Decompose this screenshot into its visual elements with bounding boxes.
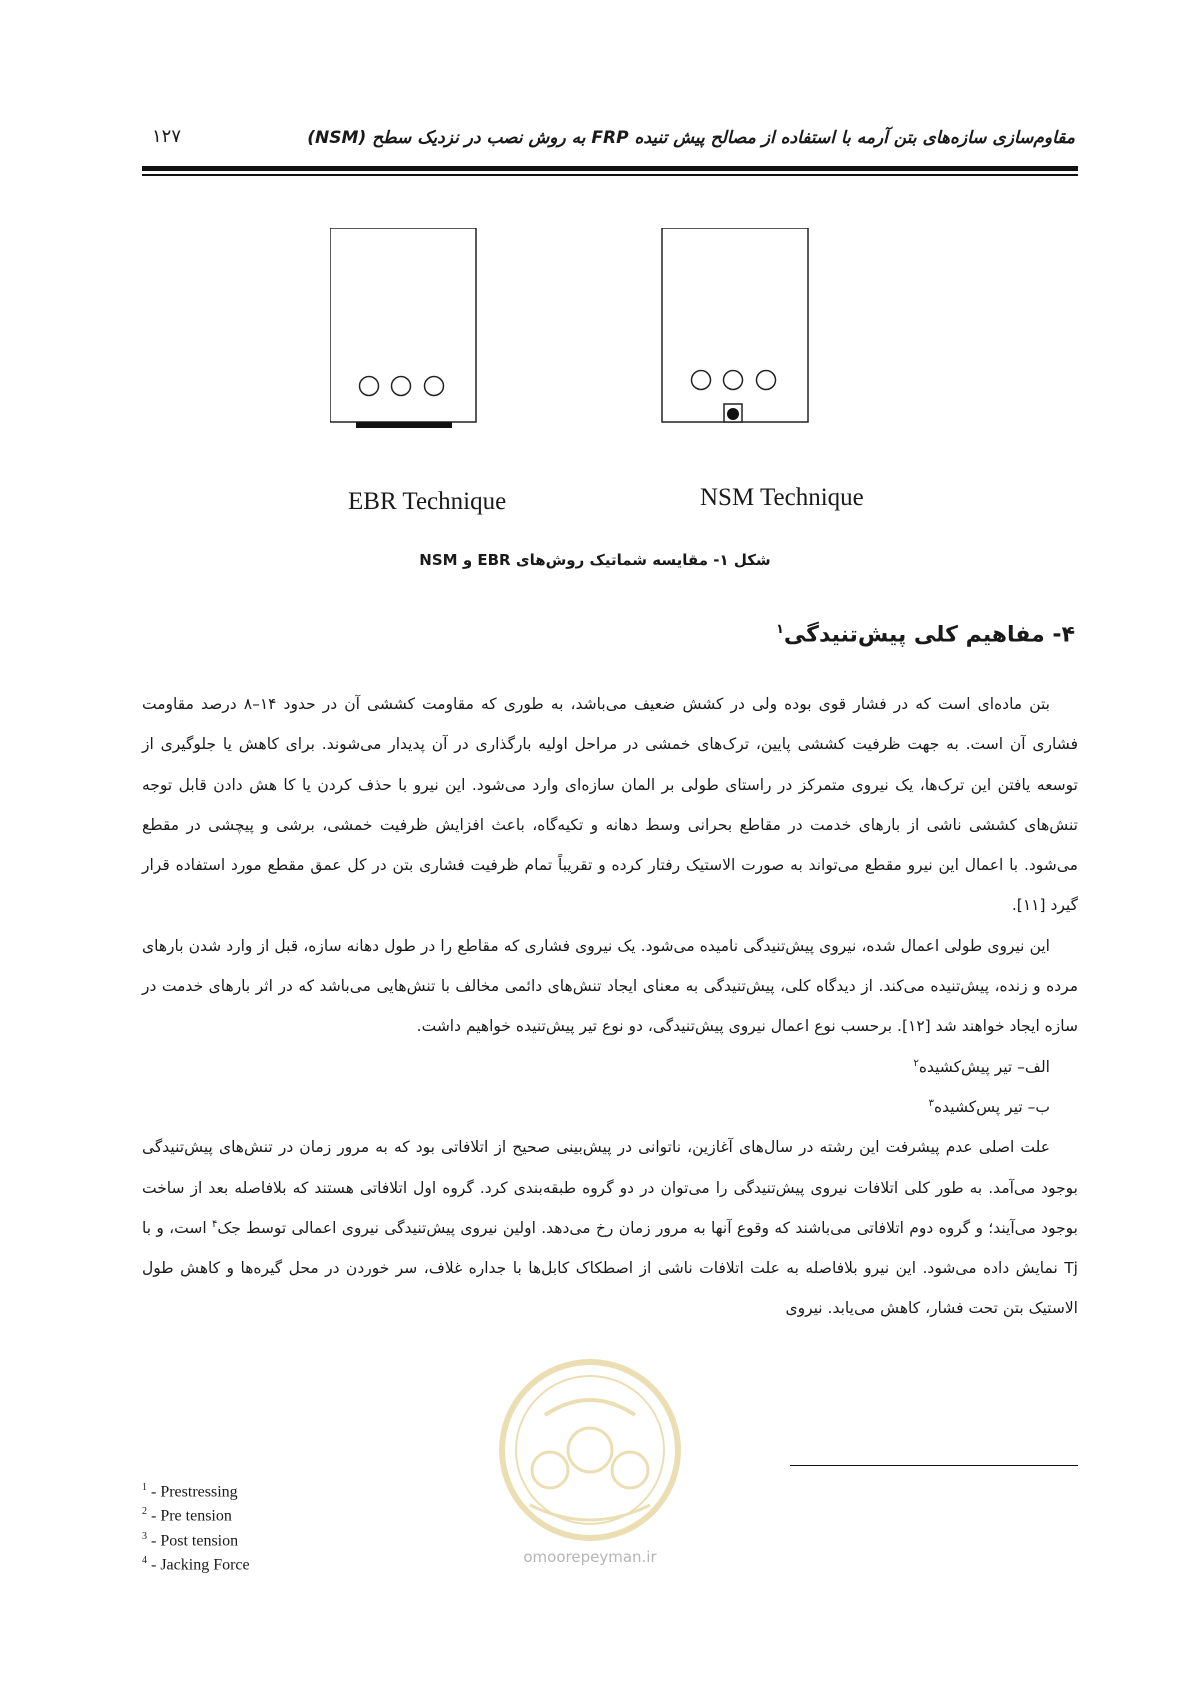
ebr-rebar-2 xyxy=(392,377,411,396)
paragraph-3 xyxy=(142,1127,1078,1328)
section-heading-text: ۴- مفاهیم کلی پیش‌تنیدگی xyxy=(783,622,1075,648)
section-heading xyxy=(776,622,1075,647)
paragraph-3-ref: ۴ xyxy=(212,1218,218,1230)
ebr-rebar-3 xyxy=(425,377,444,396)
footnote-2: $^2$ - Pre tension xyxy=(142,1506,232,1525)
ebr-label: EBR Technique xyxy=(348,488,507,515)
header-rule-thin xyxy=(142,174,1078,176)
ebr-frp-strip xyxy=(356,422,452,428)
nsm-frp-bar xyxy=(727,408,739,420)
page-number: ۱۲۷ xyxy=(152,126,182,147)
list-item-a-ref: ۲ xyxy=(913,1057,919,1069)
list-item-a xyxy=(142,1047,1078,1087)
watermark-url: omoorepeyman.ir xyxy=(523,1548,657,1566)
paragraph-3-part-1: علت اصلی عدم پیشرفت این رشته در سال‌های آغازین، ناتوانی در پیش‌بینی صحیح از اتلافاتی بود که به مرور زمان در تنش‌های پیش‌تنیدگی بوجود می‌آمد. به طور کلی اتلافات نیروی پیش‌تنیدگی را می‌توان در دو گروه طبقه‌بندی کرد. گروه اول اتلافاتی هستند که بلافاصله بعد از ساخت بوجود می‌آیند؛ و گروه دوم اتلافاتی می‌باشند که وقوع آنها به مرور زمان رخ می‌دهد. اولین نیروی پیش‌تنیدگی نیروی اعمالی توسط جک xyxy=(142,1138,1078,1237)
footnotes xyxy=(142,1478,250,1575)
footnote-3: $^3$ - Post tension xyxy=(142,1530,239,1549)
footnote-separator xyxy=(790,1465,1078,1466)
footnote-4: $^4$ - Jacking Force xyxy=(142,1554,250,1574)
ebr-nsm-schematic-figure xyxy=(330,228,890,518)
list-item-a-text: الف– تیر پیش‌کشیده xyxy=(918,1057,1050,1076)
list-item-b-ref: ۳ xyxy=(928,1097,935,1109)
nsm-rebar-3 xyxy=(757,371,776,390)
footnote-1: $^1$ - Prestressing xyxy=(142,1482,238,1501)
list-item-b-text: ب– تیر پس‌کشیده xyxy=(934,1097,1050,1116)
paragraph-3-part-2: است، و با Tj نمایش داده می‌شود. این نیرو بلافاصله به علت اتلافات ناشی از اصطکاک کابل‌ها با جداره غلاف، سر خوردن در محل گیره‌ها و کاهش طول الاستیک بتن تحت فشار، کاهش می‌یابد. نیروی xyxy=(142,1218,1078,1318)
paragraph-2: این نیروی طولی اعمال شده، نیروی پیش‌تنیدگی نامیده می‌شود. یک نیروی فشاری که مقاطع را در طول دهانه سازه، قبل از وارد شدن بارهای مرده و زنده، پیش‌تنیده می‌کند. از دیدگاه کلی، پیش‌تنیدگی به معنای ایجاد تنش‌های دائمی مخالف با تنش‌هایی می‌باشد که در اثر بارهای خدمت در سازه ایجاد خواهند شد [۱۲]. برحسب نوع اعمال نیروی پیش‌تنیدگی، دو نوع تیر پیش‌تنیده خواهیم داشت. xyxy=(142,936,1078,1036)
heading-footnote-ref: ۱ xyxy=(775,622,784,637)
running-header-title: مقاوم‌سازی سازه‌های بتن آرمه با استفاده از مصالح پیش تنیده FRP به روش نصب در نزدیک سطح (NSM) xyxy=(307,128,1075,148)
watermark-seal xyxy=(490,1355,690,1545)
header-rule-thick xyxy=(142,166,1078,171)
nsm-label: NSM Technique xyxy=(700,484,864,511)
nsm-beam-section xyxy=(662,228,808,422)
ebr-beam-section xyxy=(330,228,476,428)
figure-caption: شکل ۱- مقایسه شماتیک روش‌های EBR و NSM xyxy=(419,551,771,569)
ebr-rebar-1 xyxy=(360,377,379,396)
body-text xyxy=(142,684,1078,1329)
list-item-b xyxy=(142,1087,1078,1127)
nsm-rebar-1 xyxy=(692,371,711,390)
nsm-rebar-2 xyxy=(724,371,743,390)
paragraph-1: بتن ماده‌ای است که در فشار قوی بوده ولی در کشش ضعیف می‌باشد، به طوری که مقاومت کششی آن در حدود ۱۴–۸ درصد مقاومت فشاری آن است. به جهت ظرفیت کششی پایین، ترک‌های خمشی در مراحل اولیه بارگذاری در آن پدیدار می‌شوند. برای کاهش یا جلوگیری از توسعه یافتن این ترک‌ها، یک نیروی متمرکز در راستای طولی بر المان سازه‌ای وارد می‌شود. این نیرو با حذف کردن یا کا هش دادن قابل توجه تنش‌های کششی ناشی از بارهای خدمت در مقاطع بحرانی وسط دهانه و تکیه‌گاه، باعث افزایش ظرفیت خمشی، برشی و پیچشی در مقطع می‌شود. با اعمال این نیرو مقطع می‌تواند به صورت الاستیک رفتار کرده و تقریباً تمام ظرفیت فشاری بتن در کل عمق مقطع مورد استفاده قرار گیرد [۱۱]. xyxy=(142,695,1078,915)
